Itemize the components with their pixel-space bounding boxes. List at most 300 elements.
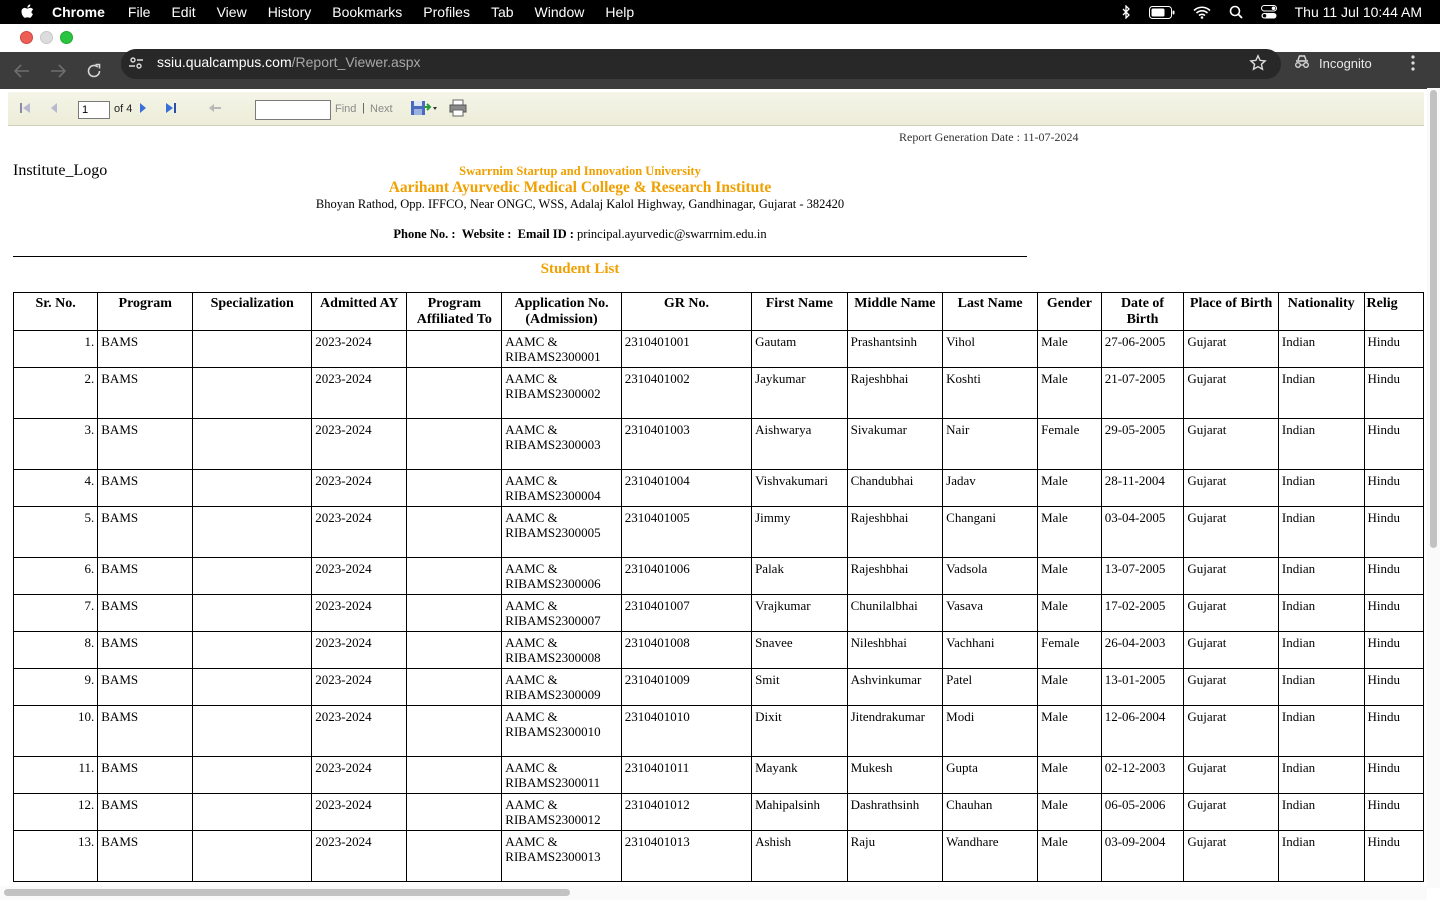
column-header: Middle Name	[847, 293, 943, 331]
admitted-ay-cell: 2023-2024	[312, 706, 407, 757]
last-name-cell: Patel	[943, 669, 1038, 706]
place-of-birth-cell: Gujarat	[1184, 507, 1279, 558]
first-page-icon[interactable]	[19, 102, 33, 117]
gr-no-cell: 2310401010	[621, 706, 751, 757]
specialization-cell	[193, 507, 312, 558]
column-header: Admitted AY	[312, 293, 407, 331]
forward-arrow-icon[interactable]	[48, 61, 68, 81]
dob-cell: 13-01-2005	[1101, 669, 1184, 706]
gr-no-cell: 2310401007	[621, 595, 751, 632]
dob-cell: 12-06-2004	[1101, 706, 1184, 757]
program-cell: BAMS	[98, 595, 193, 632]
program-cell: BAMS	[98, 794, 193, 831]
middle-name-cell: Rajeshbhai	[847, 558, 943, 595]
email-value: principal.ayurvedic@swarrnim.edu.in	[577, 227, 767, 241]
email-label: Email ID :	[517, 227, 574, 241]
last-name-cell: Chauhan	[943, 794, 1038, 831]
gender-cell: Male	[1038, 507, 1102, 558]
religion-cell: Hindu	[1364, 419, 1424, 470]
dob-cell: 27-06-2005	[1101, 331, 1184, 368]
application-no-line1: AAMC &	[505, 371, 558, 386]
program-cell: BAMS	[98, 632, 193, 669]
gr-no-cell: 2310401013	[621, 831, 751, 882]
middle-name-cell: Nileshbhai	[847, 632, 943, 669]
first-name-cell: Mahipalsinh	[752, 794, 848, 831]
control-center-icon[interactable]	[1261, 5, 1277, 19]
table-row	[14, 368, 1424, 419]
college-name: Aarihant Ayurvedic Medical College & Research Institute	[388, 179, 772, 196]
affiliated-cell	[407, 757, 502, 794]
first-name-cell: Palak	[752, 558, 848, 595]
window-minimize-button[interactable]	[40, 31, 53, 44]
menubar-clock[interactable]: Thu 11 Jul 10:44 AM	[1294, 4, 1422, 20]
apple-icon[interactable]	[20, 4, 34, 20]
nationality-cell: Indian	[1278, 331, 1364, 368]
last-name-cell: Gupta	[943, 757, 1038, 794]
gr-no-cell: 2310401006	[621, 558, 751, 595]
sr-cell: 9.	[14, 669, 98, 706]
table-row	[14, 632, 1424, 669]
column-header: Program	[98, 293, 193, 331]
vertical-scrollbar[interactable]	[1427, 88, 1440, 888]
gender-cell: Male	[1038, 558, 1102, 595]
first-name-cell: Jimmy	[752, 507, 848, 558]
wifi-icon[interactable]	[1193, 6, 1211, 19]
application-no-cell	[502, 757, 621, 794]
religion-cell: Hindu	[1364, 669, 1424, 706]
application-no-line2: RIBAMS2300007	[505, 613, 601, 628]
program-cell: BAMS	[98, 368, 193, 419]
report-viewer-toolbar	[8, 92, 1424, 126]
menu-edit[interactable]: Edit	[171, 4, 196, 20]
window-zoom-button[interactable]	[60, 31, 73, 44]
horizontal-scroll-thumb[interactable]	[4, 889, 570, 896]
column-header: Last Name	[943, 293, 1038, 331]
program-cell: BAMS	[98, 757, 193, 794]
sr-cell: 5.	[14, 507, 98, 558]
incognito-icon	[1293, 55, 1311, 72]
column-header: Gender	[1038, 293, 1102, 331]
bookmark-star-icon[interactable]	[1249, 54, 1267, 77]
application-no-cell	[502, 632, 621, 669]
middle-name-cell: Chunilalbhai	[847, 595, 943, 632]
table-row	[14, 470, 1424, 507]
first-name-cell: Aishwarya	[752, 419, 848, 470]
affiliated-cell	[407, 507, 502, 558]
column-header: Program Affiliated To	[407, 293, 502, 331]
dob-cell: 03-09-2004	[1101, 831, 1184, 882]
last-name-cell: Nair	[943, 419, 1038, 470]
middle-name-cell: Raju	[847, 831, 943, 882]
affiliated-cell	[407, 368, 502, 419]
place-of-birth-cell: Gujarat	[1184, 595, 1279, 632]
application-no-line1: AAMC &	[505, 709, 558, 724]
application-no-line2: RIBAMS2300001	[505, 349, 601, 364]
battery-icon[interactable]	[1149, 6, 1175, 19]
student-list-table	[13, 292, 1424, 882]
last-name-cell: Vihol	[943, 331, 1038, 368]
menu-tab[interactable]: Tab	[490, 4, 514, 20]
place-of-birth-cell: Gujarat	[1184, 794, 1279, 831]
table-row	[14, 558, 1424, 595]
application-no-line1: AAMC &	[505, 598, 558, 613]
application-no-line2: RIBAMS2300003	[505, 437, 601, 452]
university-name: Swarrnim Startup and Innovation University	[459, 164, 701, 178]
sr-cell: 7.	[14, 595, 98, 632]
program-cell: BAMS	[98, 419, 193, 470]
sr-cell: 2.	[14, 368, 98, 419]
gender-cell: Male	[1038, 470, 1102, 507]
first-name-cell: Mayank	[752, 757, 848, 794]
url-host: ssiu.qualcampus.com	[157, 54, 292, 70]
gr-no-cell: 2310401002	[621, 368, 751, 419]
sr-cell: 8.	[14, 632, 98, 669]
nationality-cell: Indian	[1278, 470, 1364, 507]
menu-view[interactable]: View	[216, 4, 247, 20]
table-row	[14, 507, 1424, 558]
specialization-cell	[193, 368, 312, 419]
gender-cell: Male	[1038, 757, 1102, 794]
college-address: Bhoyan Rathod, Opp. IFFCO, Near ONGC, WSS, Adalaj Kalol Highway, Gandhinagar, Gujarat - 382420	[315, 197, 845, 211]
application-no-cell	[502, 507, 621, 558]
gr-no-cell: 2310401005	[621, 507, 751, 558]
gender-cell: Male	[1038, 368, 1102, 419]
column-header: Date of Birth	[1101, 293, 1184, 331]
dob-cell: 06-05-2006	[1101, 794, 1184, 831]
application-no-line1: AAMC &	[505, 760, 558, 775]
specialization-cell	[193, 794, 312, 831]
page-count-label: of 4	[114, 103, 133, 115]
application-no-line2: RIBAMS2300010	[505, 724, 601, 739]
place-of-birth-cell: Gujarat	[1184, 669, 1279, 706]
affiliated-cell	[407, 419, 502, 470]
religion-cell: Hindu	[1364, 706, 1424, 757]
gr-no-cell: 2310401001	[621, 331, 751, 368]
place-of-birth-cell: Gujarat	[1184, 757, 1279, 794]
window-close-button[interactable]	[20, 31, 33, 44]
specialization-cell	[193, 632, 312, 669]
dob-cell: 17-02-2005	[1101, 595, 1184, 632]
table-header-row	[14, 293, 1424, 331]
find-link[interactable]: Find	[335, 103, 357, 115]
column-header: Place of Birth	[1184, 293, 1279, 331]
phone-label: Phone No. :	[393, 227, 456, 241]
middle-name-cell: Dashrathsinh	[847, 794, 943, 831]
application-no-line1: AAMC &	[505, 334, 558, 349]
report-page	[8, 127, 1424, 885]
first-name-cell: Dixit	[752, 706, 848, 757]
gender-cell: Female	[1038, 632, 1102, 669]
website-label: Website :	[461, 227, 512, 241]
middle-name-cell: Ashvinkumar	[847, 669, 943, 706]
religion-cell: Hindu	[1364, 757, 1424, 794]
gender-cell: Male	[1038, 706, 1102, 757]
affiliated-cell	[407, 331, 502, 368]
place-of-birth-cell: Gujarat	[1184, 470, 1279, 507]
incognito-label: Incognito	[1319, 55, 1372, 71]
dob-cell: 02-12-2003	[1101, 757, 1184, 794]
gr-no-cell: 2310401012	[621, 794, 751, 831]
first-name-cell: Gautam	[752, 331, 848, 368]
dob-cell: 13-07-2005	[1101, 558, 1184, 595]
last-name-cell: Koshti	[943, 368, 1038, 419]
specialization-cell	[193, 470, 312, 507]
admitted-ay-cell: 2023-2024	[312, 595, 407, 632]
admitted-ay-cell: 2023-2024	[312, 794, 407, 831]
nationality-cell: Indian	[1278, 558, 1364, 595]
reload-icon[interactable]	[84, 61, 104, 81]
table-row	[14, 831, 1424, 882]
application-no-cell	[502, 595, 621, 632]
last-name-cell: Wandhare	[943, 831, 1038, 882]
middle-name-cell: Jitendrakumar	[847, 706, 943, 757]
application-no-line2: RIBAMS2300005	[505, 525, 601, 540]
sr-cell: 4.	[14, 470, 98, 507]
affiliated-cell	[407, 669, 502, 706]
religion-cell: Hindu	[1364, 595, 1424, 632]
application-no-line2: RIBAMS2300009	[505, 687, 601, 702]
last-name-cell: Vadsola	[943, 558, 1038, 595]
more-menu-icon[interactable]	[1410, 54, 1416, 77]
gender-cell: Male	[1038, 669, 1102, 706]
find-next-separator: |	[362, 102, 365, 114]
admitted-ay-cell: 2023-2024	[312, 331, 407, 368]
next-link[interactable]: Next	[370, 103, 393, 115]
column-header: Specialization	[193, 293, 312, 331]
contact-line	[8, 227, 1152, 242]
page-number-input[interactable]	[78, 101, 110, 119]
vertical-scroll-thumb[interactable]	[1430, 90, 1437, 548]
menu-window[interactable]: Window	[534, 4, 585, 20]
program-cell: BAMS	[98, 331, 193, 368]
application-no-line2: RIBAMS2300006	[505, 576, 601, 591]
religion-cell: Hindu	[1364, 558, 1424, 595]
religion-cell: Hindu	[1364, 507, 1424, 558]
window-titlebar	[0, 24, 1440, 52]
religion-cell: Hindu	[1364, 331, 1424, 368]
dob-cell: 21-07-2005	[1101, 368, 1184, 419]
admitted-ay-cell: 2023-2024	[312, 831, 407, 882]
last-page-icon[interactable]	[164, 102, 178, 117]
spotlight-search-icon[interactable]	[1229, 5, 1243, 19]
sr-cell: 10.	[14, 706, 98, 757]
admitted-ay-cell: 2023-2024	[312, 470, 407, 507]
place-of-birth-cell: Gujarat	[1184, 706, 1279, 757]
column-header: First Name	[752, 293, 848, 331]
application-no-line2: RIBAMS2300008	[505, 650, 601, 665]
nationality-cell: Indian	[1278, 507, 1364, 558]
affiliated-cell	[407, 470, 502, 507]
table-row	[14, 794, 1424, 831]
application-no-line1: AAMC &	[505, 635, 558, 650]
specialization-cell	[193, 831, 312, 882]
menu-chrome[interactable]: Chrome	[52, 4, 105, 20]
gr-no-cell: 2310401011	[621, 757, 751, 794]
menu-profiles[interactable]: Profiles	[423, 4, 470, 20]
application-no-line2: RIBAMS2300013	[505, 849, 601, 864]
incognito-badge[interactable]	[1293, 51, 1372, 75]
affiliated-cell	[407, 595, 502, 632]
report-generation-date: Report Generation Date : 11-07-2024	[899, 130, 1079, 144]
menu-bookmarks[interactable]: Bookmarks	[332, 4, 403, 20]
place-of-birth-cell: Gujarat	[1184, 558, 1279, 595]
middle-name-cell: Sivakumar	[847, 419, 943, 470]
table-row	[14, 419, 1424, 470]
site-info-icon[interactable]	[128, 55, 144, 76]
gender-cell: Female	[1038, 419, 1102, 470]
last-name-cell: Changani	[943, 507, 1038, 558]
middle-name-cell: Prashantsinh	[847, 331, 943, 368]
table-row	[14, 669, 1424, 706]
bluetooth-icon[interactable]	[1121, 5, 1131, 19]
find-text-input[interactable]	[255, 100, 331, 120]
religion-cell: Hindu	[1364, 632, 1424, 669]
dob-cell: 28-11-2004	[1101, 470, 1184, 507]
gr-no-cell: 2310401003	[621, 419, 751, 470]
application-no-line2: RIBAMS2300002	[505, 386, 601, 401]
specialization-cell	[193, 331, 312, 368]
nationality-cell: Indian	[1278, 595, 1364, 632]
middle-name-cell: Mukesh	[847, 757, 943, 794]
table-row	[14, 757, 1424, 794]
menu-file[interactable]: File	[127, 4, 151, 20]
nationality-cell: Indian	[1278, 794, 1364, 831]
first-name-cell: Ashish	[752, 831, 848, 882]
nationality-cell: Indian	[1278, 669, 1364, 706]
last-name-cell: Modi	[943, 706, 1038, 757]
specialization-cell	[193, 757, 312, 794]
print-icon[interactable]	[449, 99, 467, 120]
place-of-birth-cell: Gujarat	[1184, 331, 1279, 368]
admitted-ay-cell: 2023-2024	[312, 669, 407, 706]
first-name-cell: Vrajkumar	[752, 595, 848, 632]
report-title: Student List	[540, 261, 620, 277]
sr-cell: 1.	[14, 331, 98, 368]
application-no-cell	[502, 368, 621, 419]
admitted-ay-cell: 2023-2024	[312, 632, 407, 669]
middle-name-cell: Chandubhai	[847, 470, 943, 507]
specialization-cell	[193, 419, 312, 470]
column-header: Relig	[1364, 293, 1424, 331]
middle-name-cell: Rajeshbhai	[847, 507, 943, 558]
sr-cell: 6.	[14, 558, 98, 595]
application-no-line1: AAMC &	[505, 672, 558, 687]
column-header: Sr. No.	[14, 293, 98, 331]
first-name-cell: Smit	[752, 669, 848, 706]
gender-cell: Male	[1038, 331, 1102, 368]
application-no-cell	[502, 419, 621, 470]
place-of-birth-cell: Gujarat	[1184, 368, 1279, 419]
nationality-cell: Indian	[1278, 368, 1364, 419]
application-no-cell	[502, 669, 621, 706]
export-icon[interactable]	[410, 99, 438, 120]
gr-no-cell: 2310401009	[621, 669, 751, 706]
affiliated-cell	[407, 632, 502, 669]
program-cell: BAMS	[98, 558, 193, 595]
column-header: Nationality	[1278, 293, 1364, 331]
student-rows	[14, 331, 1424, 882]
nationality-cell: Indian	[1278, 632, 1364, 669]
application-no-line1: AAMC &	[505, 473, 558, 488]
gender-cell: Male	[1038, 831, 1102, 882]
admitted-ay-cell: 2023-2024	[312, 507, 407, 558]
previous-page-icon[interactable]	[49, 102, 59, 117]
admitted-ay-cell: 2023-2024	[312, 368, 407, 419]
url-text[interactable]	[157, 54, 421, 70]
nationality-cell: Indian	[1278, 831, 1364, 882]
horizontal-scrollbar[interactable]	[0, 886, 1427, 900]
religion-cell: Hindu	[1364, 368, 1424, 419]
macos-menubar	[0, 0, 1440, 24]
application-no-cell	[502, 331, 621, 368]
program-cell: BAMS	[98, 470, 193, 507]
religion-cell: Hindu	[1364, 470, 1424, 507]
last-name-cell: Jadav	[943, 470, 1038, 507]
column-header: Application No. (Admission)	[502, 293, 621, 331]
affiliated-cell	[407, 706, 502, 757]
application-no-cell	[502, 794, 621, 831]
dob-cell: 29-05-2005	[1101, 419, 1184, 470]
dob-cell: 26-04-2003	[1101, 632, 1184, 669]
application-no-line2: RIBAMS2300004	[505, 488, 601, 503]
back-arrow-icon[interactable]	[12, 61, 32, 81]
program-cell: BAMS	[98, 831, 193, 882]
sr-cell: 3.	[14, 419, 98, 470]
last-name-cell: Vasava	[943, 595, 1038, 632]
religion-cell: Hindu	[1364, 794, 1424, 831]
specialization-cell	[193, 558, 312, 595]
url-path: /Report_Viewer.aspx	[291, 54, 421, 70]
middle-name-cell: Rajeshbhai	[847, 368, 943, 419]
header-divider	[13, 256, 1027, 257]
next-page-icon[interactable]	[138, 102, 148, 117]
sr-cell: 13.	[14, 831, 98, 882]
religion-cell: Hindu	[1364, 831, 1424, 882]
program-cell: BAMS	[98, 507, 193, 558]
gr-no-cell: 2310401008	[621, 632, 751, 669]
application-no-cell	[502, 831, 621, 882]
specialization-cell	[193, 669, 312, 706]
nationality-cell: Indian	[1278, 757, 1364, 794]
first-name-cell: Vishvakumari	[752, 470, 848, 507]
application-no-cell	[502, 558, 621, 595]
status-area	[1121, 0, 1422, 24]
admitted-ay-cell: 2023-2024	[312, 757, 407, 794]
menu-help[interactable]: Help	[605, 4, 635, 20]
application-no-line2: RIBAMS2300012	[505, 812, 601, 827]
gender-cell: Male	[1038, 794, 1102, 831]
institute-logo-broken-image: Institute_Logo	[13, 162, 108, 179]
sr-cell: 12.	[14, 794, 98, 831]
gr-no-cell: 2310401004	[621, 470, 751, 507]
application-no-line1: AAMC &	[505, 561, 558, 576]
back-to-parent-icon[interactable]	[208, 102, 222, 117]
specialization-cell	[193, 595, 312, 632]
affiliated-cell	[407, 831, 502, 882]
menu-history[interactable]: History	[267, 4, 312, 20]
application-no-cell	[502, 470, 621, 507]
place-of-birth-cell: Gujarat	[1184, 831, 1279, 882]
dob-cell: 03-04-2005	[1101, 507, 1184, 558]
program-cell: BAMS	[98, 669, 193, 706]
affiliated-cell	[407, 794, 502, 831]
nationality-cell: Indian	[1278, 419, 1364, 470]
nationality-cell: Indian	[1278, 706, 1364, 757]
application-no-line1: AAMC &	[505, 510, 558, 525]
application-no-line2: RIBAMS2300011	[505, 775, 601, 790]
application-no-cell	[502, 706, 621, 757]
application-no-line1: AAMC &	[505, 834, 558, 849]
